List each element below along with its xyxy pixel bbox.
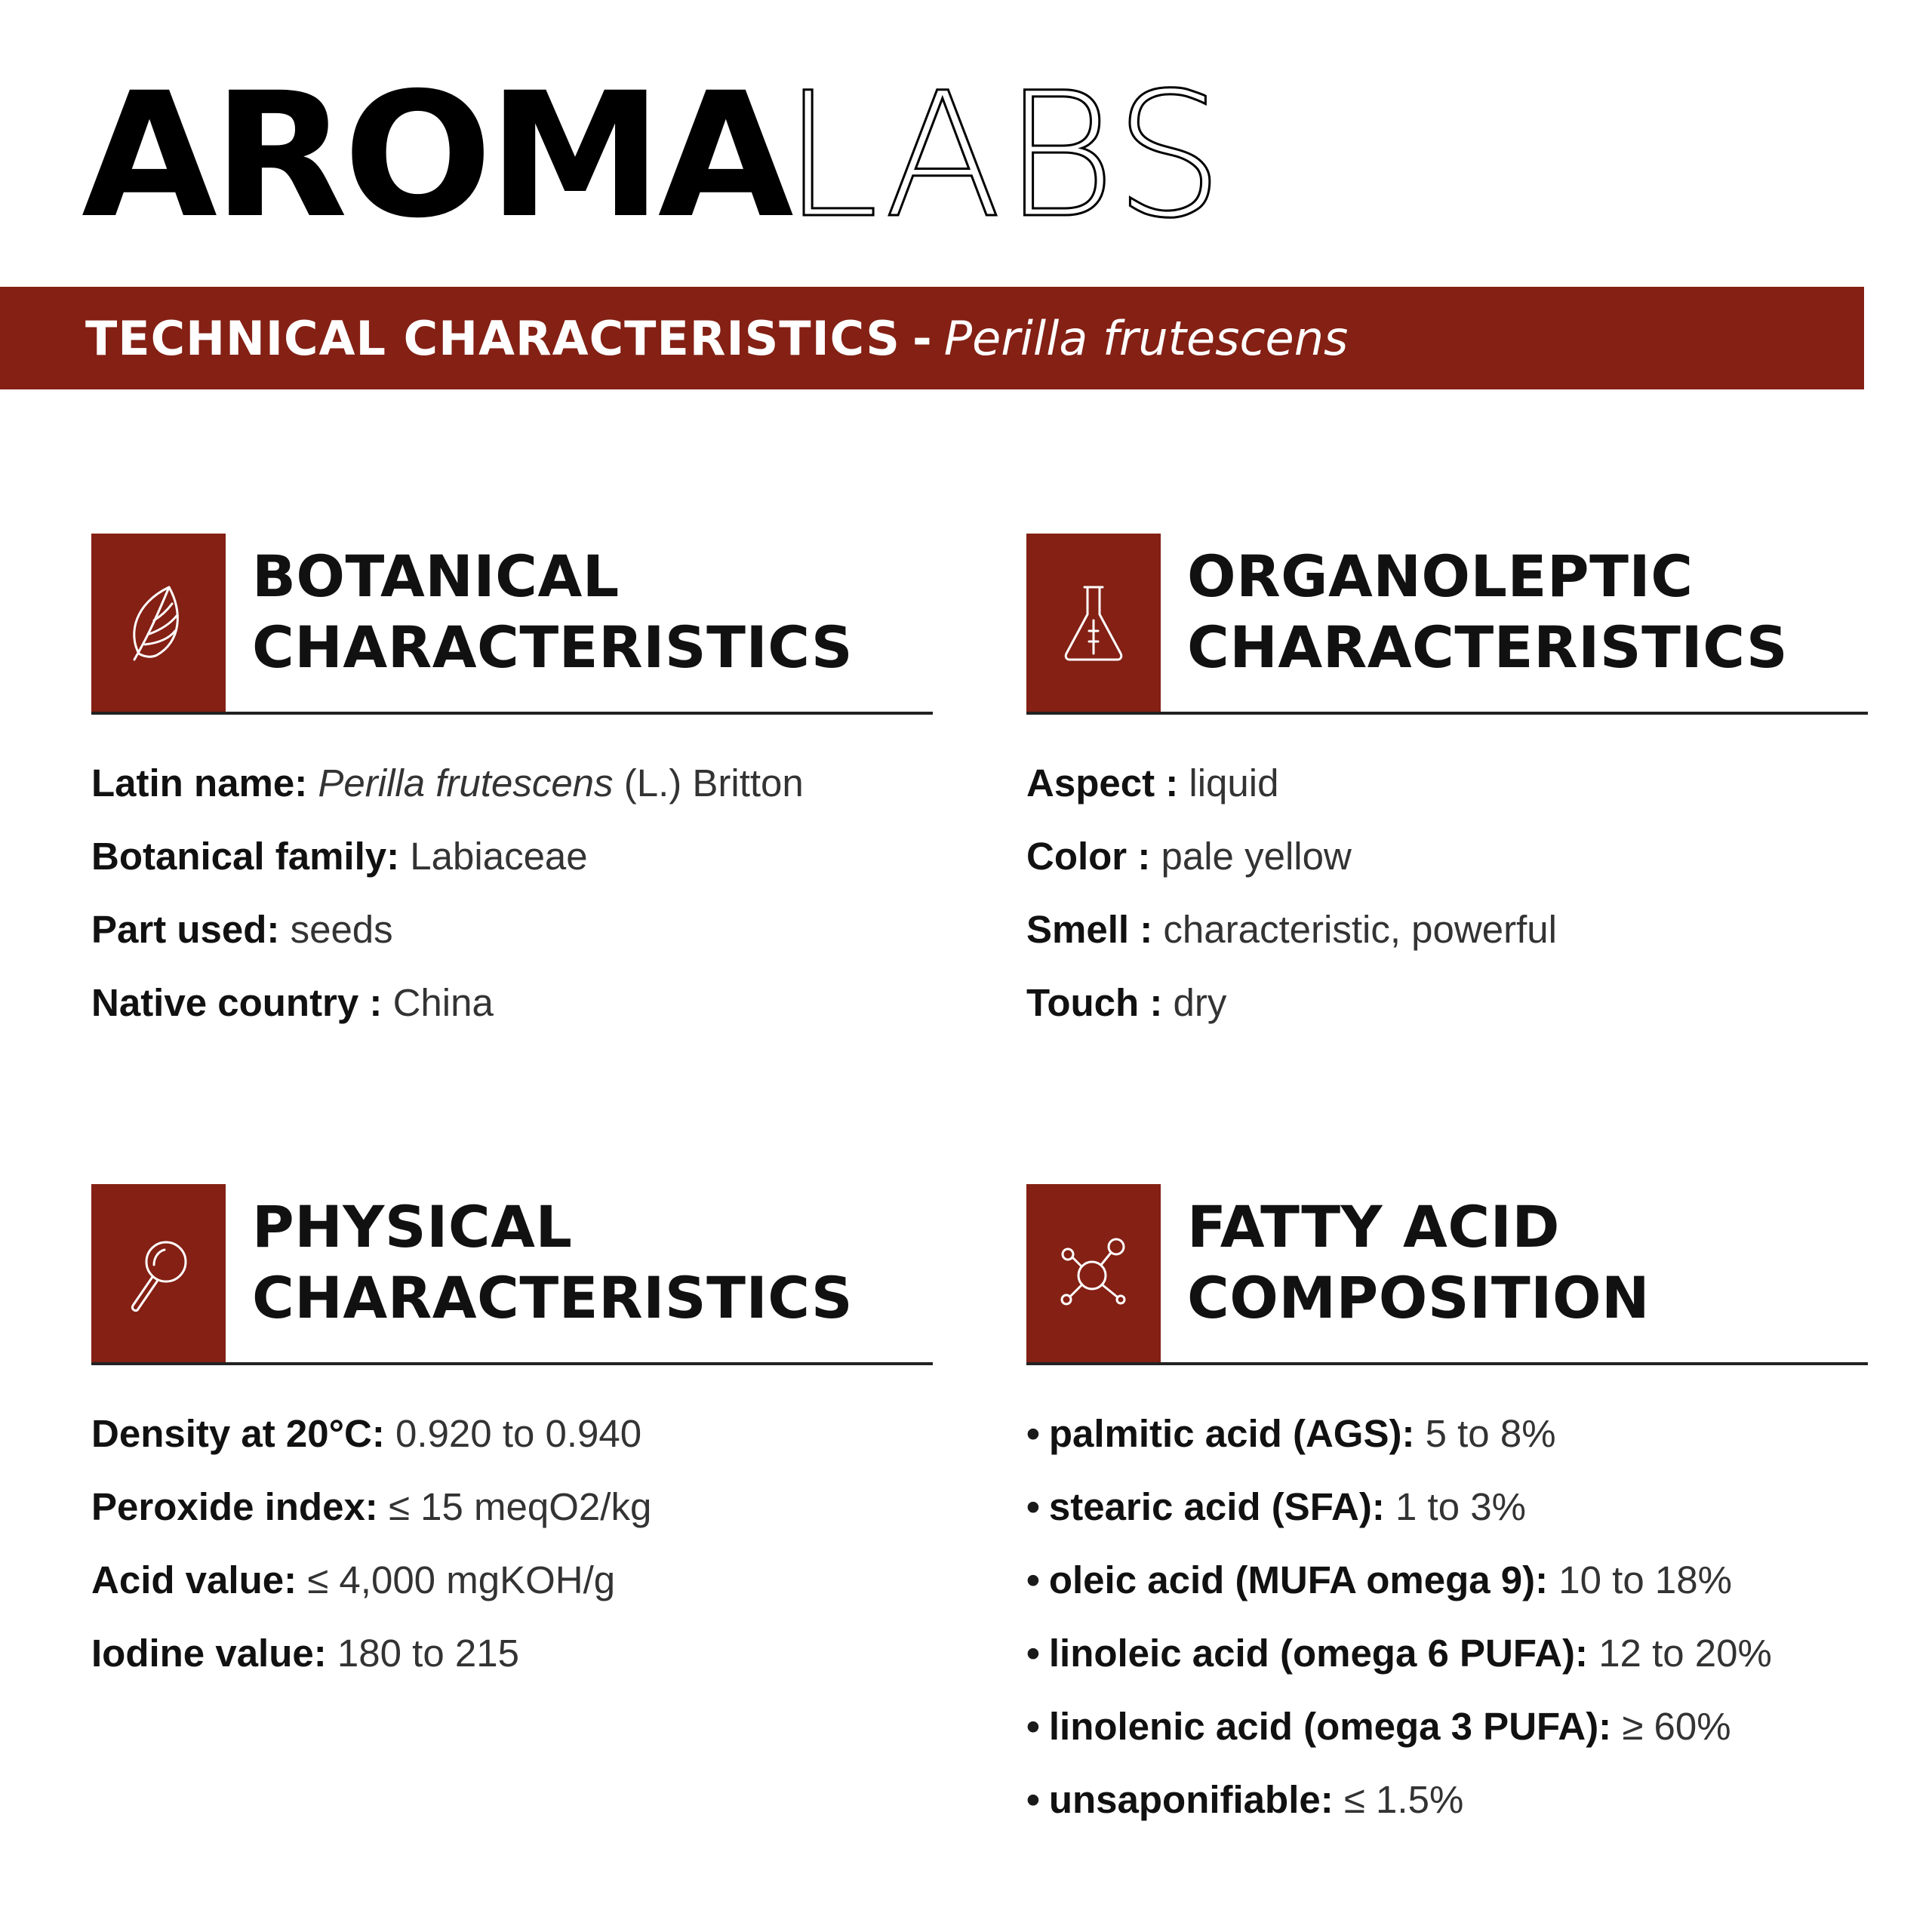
title-banner xyxy=(0,287,1864,389)
palmitic-row xyxy=(1026,1397,1868,1470)
iodine-row xyxy=(91,1617,933,1690)
row-label: Iodine value: xyxy=(91,1632,327,1675)
row-label: Botanical family: xyxy=(91,835,400,878)
section-title-line2: CHARACTERISTICS xyxy=(252,614,854,681)
row-label: palmitic acid (AGS): xyxy=(1048,1412,1415,1455)
row-value: China xyxy=(392,981,494,1024)
acid-value-row xyxy=(91,1543,933,1617)
bullet: • xyxy=(1026,1558,1040,1601)
row-label: Acid value: xyxy=(91,1558,297,1601)
row-value: ≥ 60% xyxy=(1622,1705,1731,1748)
section-title-line2: CHARACTERISTICS xyxy=(1187,614,1789,681)
row-value: 12 to 20% xyxy=(1598,1632,1772,1675)
row-label: Native country : xyxy=(91,981,383,1024)
leaf-icon xyxy=(91,534,226,712)
latin-name-row xyxy=(91,746,933,820)
row-label: Latin name: xyxy=(91,761,308,804)
row-value: 10 to 18% xyxy=(1558,1558,1732,1601)
row-value: pale yellow xyxy=(1161,835,1352,878)
row-label: Aspect : xyxy=(1026,761,1179,804)
property-list xyxy=(91,746,933,1039)
row-label: Density at 20°C: xyxy=(91,1412,385,1455)
smell-row xyxy=(1026,893,1868,966)
row-label: stearic acid (SFA): xyxy=(1048,1485,1385,1528)
row-value: ≤ 15 meqO2/kg xyxy=(388,1485,652,1528)
magnifier-icon xyxy=(91,1184,226,1362)
section-title xyxy=(252,541,853,683)
banner-separator: - xyxy=(912,310,932,366)
row-value: 5 to 8% xyxy=(1425,1412,1556,1455)
property-list xyxy=(1026,746,1868,1039)
logo-thin-text: LABS xyxy=(783,55,1226,256)
bullet: • xyxy=(1026,1778,1040,1821)
row-value-italic: Perilla frutescens xyxy=(318,761,614,804)
botanical-section xyxy=(91,534,933,1039)
linolenic-row xyxy=(1026,1690,1868,1763)
row-label: Touch : xyxy=(1026,981,1163,1024)
section-title-line1: BOTANICAL xyxy=(252,543,620,610)
section-header xyxy=(91,534,933,715)
bullet: • xyxy=(1026,1485,1040,1528)
row-value: 0.920 to 0.940 xyxy=(395,1412,642,1455)
stearic-row xyxy=(1026,1470,1868,1543)
aspect-row xyxy=(1026,746,1868,820)
row-value: ≤ 4,000 mgKOH/g xyxy=(307,1558,616,1601)
row-value: 1 to 3% xyxy=(1395,1485,1526,1528)
section-title xyxy=(1187,1192,1650,1334)
fatty-acid-section xyxy=(1026,1184,1868,1836)
linoleic-row xyxy=(1026,1617,1868,1690)
row-label: linoleic acid (omega 6 PUFA): xyxy=(1048,1632,1589,1675)
banner-title: TECHNICAL CHARACTERISTICS xyxy=(85,310,900,366)
section-header xyxy=(1026,1184,1868,1365)
family-row xyxy=(91,820,933,893)
section-title xyxy=(1187,541,1788,683)
section-header xyxy=(91,1184,933,1365)
native-country-row xyxy=(91,966,933,1039)
row-value: seeds xyxy=(290,908,393,951)
bullet: • xyxy=(1026,1705,1040,1748)
brand-logo xyxy=(82,55,1226,256)
row-value: ≤ 1.5% xyxy=(1343,1778,1464,1821)
peroxide-row xyxy=(91,1470,933,1543)
organoleptic-section xyxy=(1026,534,1868,1039)
section-title xyxy=(252,1192,853,1334)
density-row xyxy=(91,1397,933,1470)
row-value: dry xyxy=(1173,981,1227,1024)
logo-bold-text: AROMA xyxy=(82,55,789,256)
row-value: (L.) Britton xyxy=(623,761,804,804)
oleic-row xyxy=(1026,1543,1868,1617)
touch-row xyxy=(1026,966,1868,1039)
row-label: oleic acid (MUFA omega 9): xyxy=(1048,1558,1549,1601)
bullet: • xyxy=(1026,1412,1040,1455)
banner-latin-name: Perilla frutescens xyxy=(943,310,1349,366)
part-used-row xyxy=(91,893,933,966)
section-title-line2: COMPOSITION xyxy=(1187,1264,1651,1331)
row-label: Part used: xyxy=(91,908,280,951)
row-value: Labiaceae xyxy=(410,835,588,878)
property-list xyxy=(1026,1397,1868,1836)
row-label: Peroxide index: xyxy=(91,1485,378,1528)
bullet: • xyxy=(1026,1632,1040,1675)
property-list xyxy=(91,1397,933,1690)
unsaponifiable-row xyxy=(1026,1763,1868,1836)
section-title-line1: PHYSICAL xyxy=(252,1193,573,1260)
row-value: 180 to 215 xyxy=(337,1632,519,1675)
section-title-line1: FATTY ACID xyxy=(1187,1193,1560,1260)
row-value: characteristic, powerful xyxy=(1163,908,1557,951)
row-label: Smell : xyxy=(1026,908,1153,951)
row-label: Color : xyxy=(1026,835,1151,878)
physical-section xyxy=(91,1184,933,1690)
row-label: linolenic acid (omega 3 PUFA): xyxy=(1048,1705,1612,1748)
section-header xyxy=(1026,534,1868,715)
section-title-line2: CHARACTERISTICS xyxy=(252,1264,854,1331)
molecule-icon xyxy=(1026,1184,1161,1362)
flask-icon xyxy=(1026,534,1161,712)
section-title-line1: ORGANOLEPTIC xyxy=(1187,543,1694,610)
row-value: liquid xyxy=(1189,761,1279,804)
row-label: unsaponifiable: xyxy=(1048,1778,1334,1821)
color-row xyxy=(1026,820,1868,893)
